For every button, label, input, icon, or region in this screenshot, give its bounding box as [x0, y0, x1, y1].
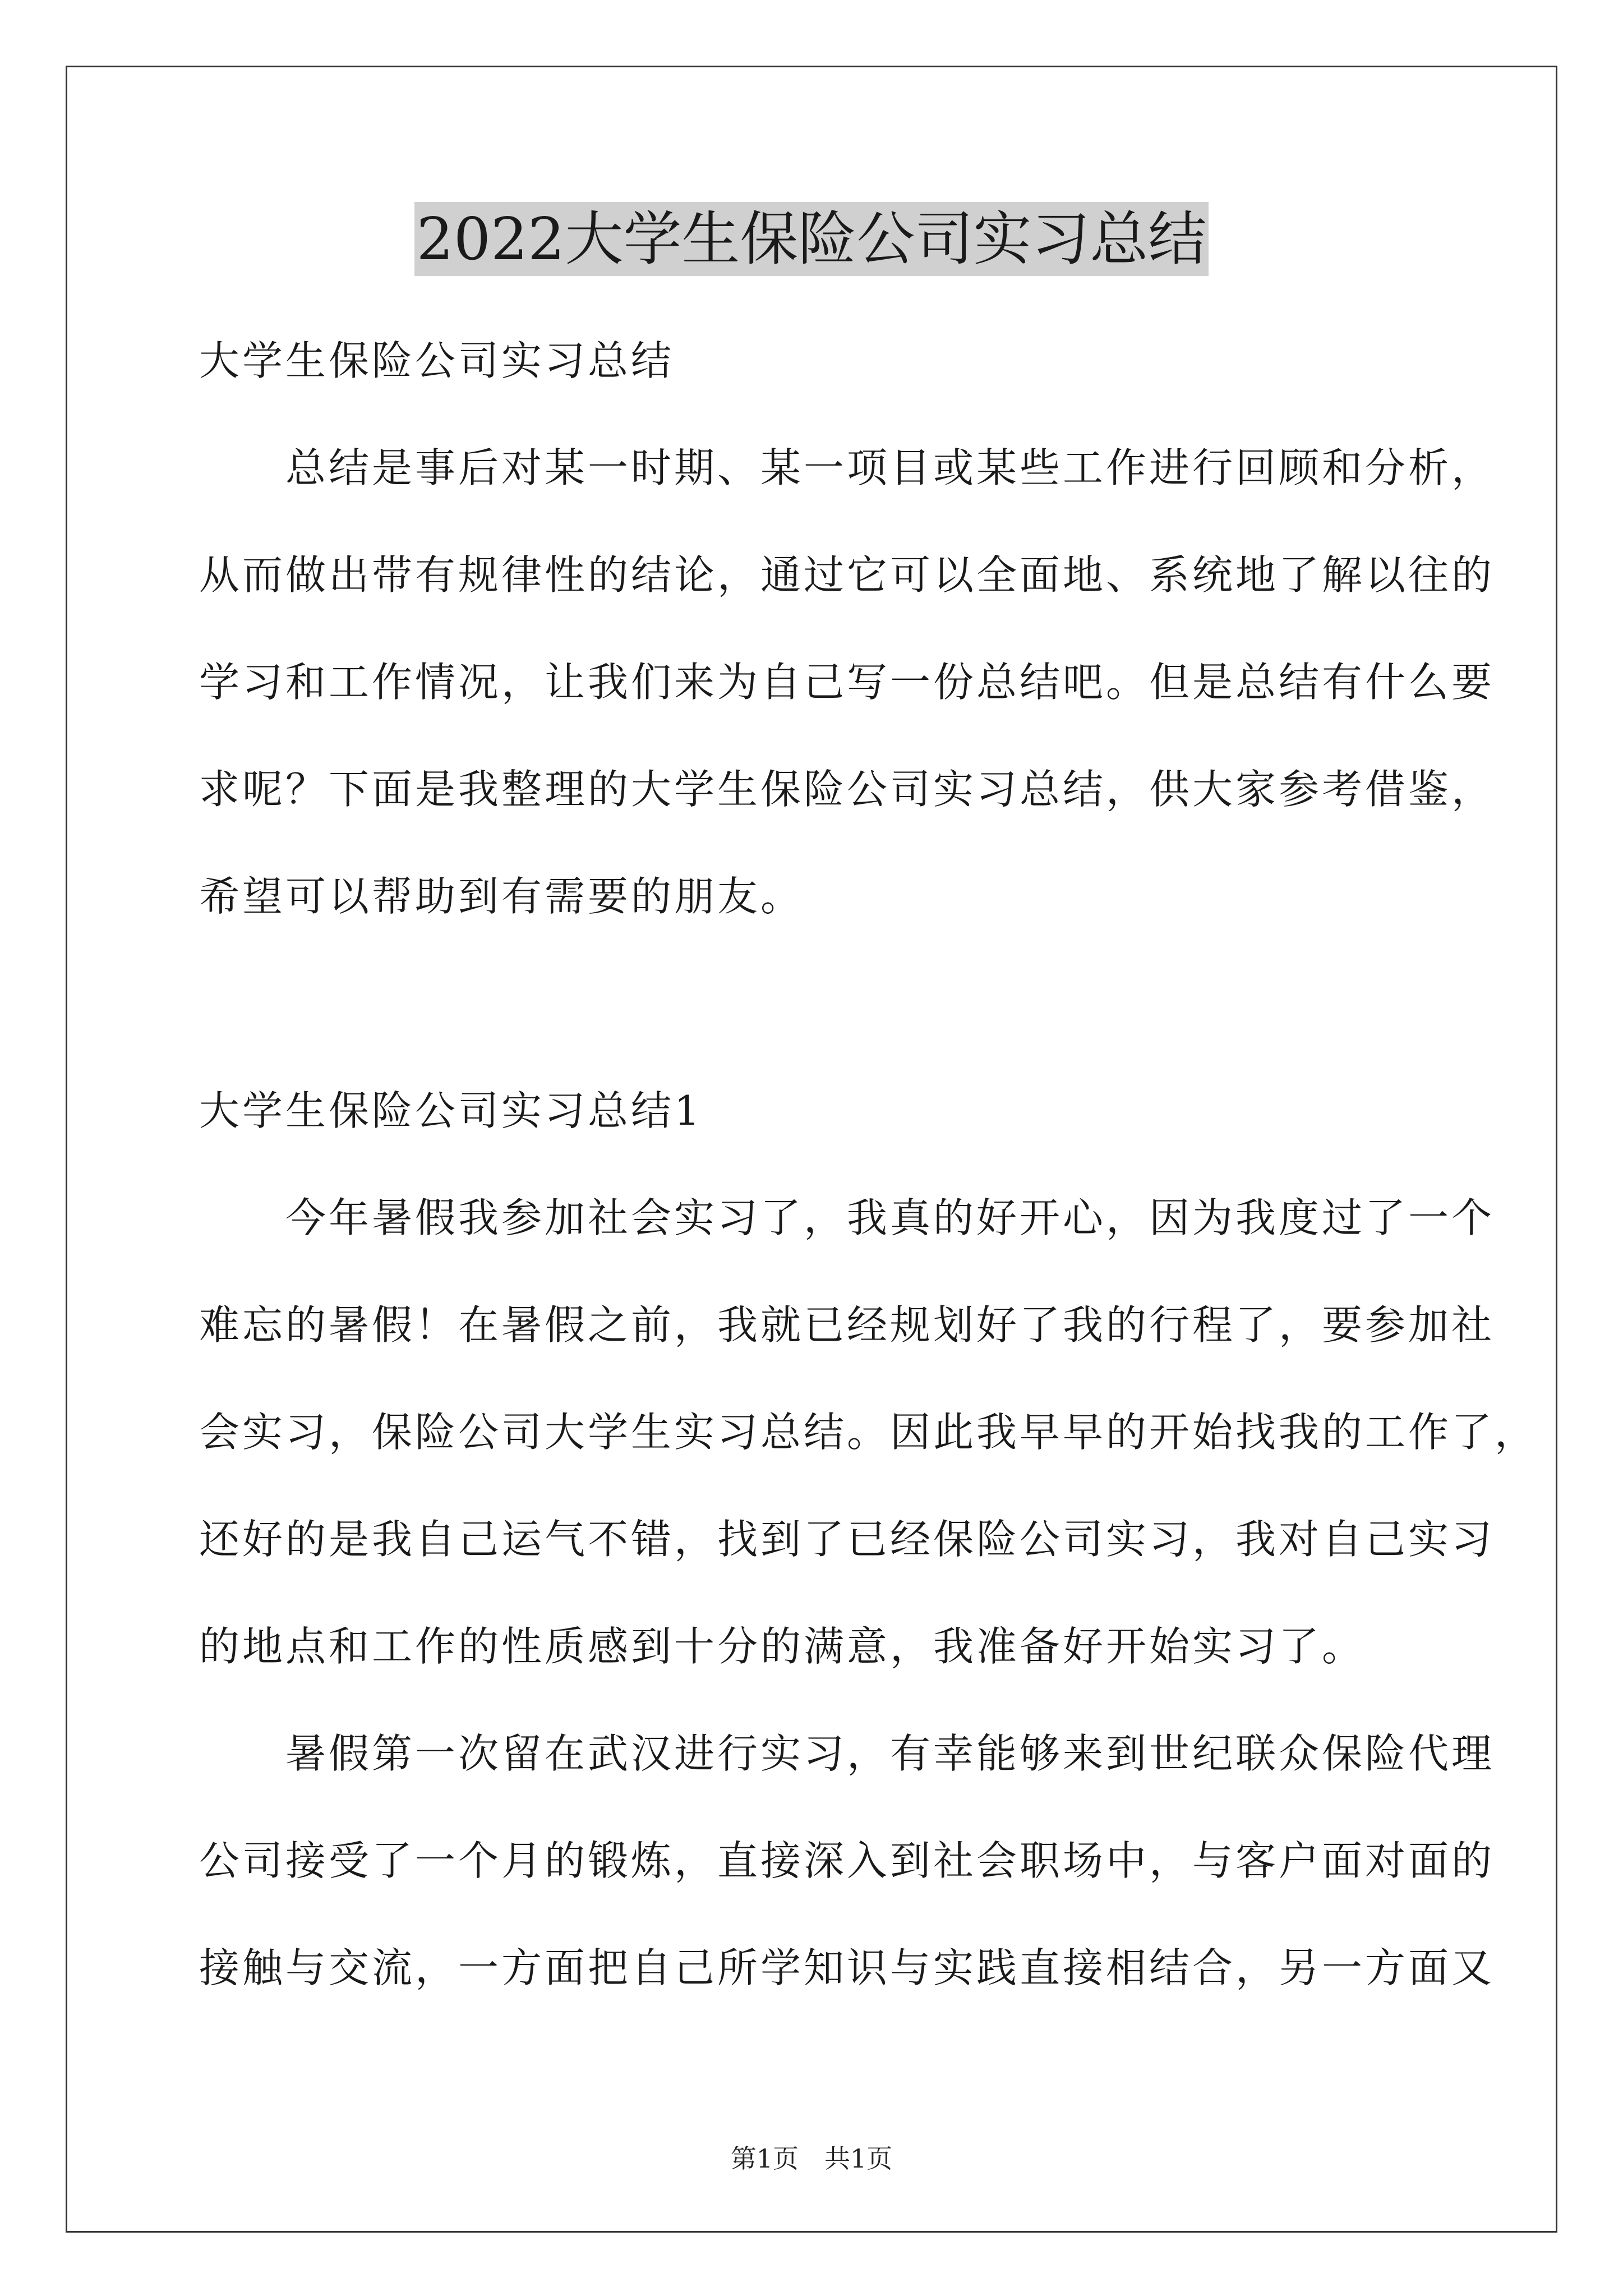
paragraph-line: 的地点和工作的性质感到十分的满意，我准备好开始实习了。 [199, 1623, 1366, 1670]
paragraph-line: 还好的是我自己运气不错，找到了已经保险公司实习，我对自己实习 [199, 1516, 1495, 1563]
section-heading: 大学生保险公司实习总结 [199, 337, 675, 384]
paragraph-line: 公司接受了一个月的锻炼，直接深入到社会职场中，与客户面对面的 [199, 1837, 1495, 1884]
paragraph-line: 会实习，保险公司大学生实习总结。因此我早早的开始找我的工作了， [199, 1409, 1538, 1456]
paragraph-line: 接触与交流，一方面把自己所学知识与实践直接相结合，另一方面又 [199, 1944, 1495, 1991]
paragraph-line: 从而做出带有规律性的结论，通过它可以全面地、系统地了解以往的 [199, 551, 1495, 599]
paragraph-line: 今年暑假我参加社会实习了，我真的好开心，因为我度过了一个 [199, 1194, 1495, 1241]
paragraph-line: 希望可以帮助到有需要的朋友。 [199, 873, 804, 920]
blank-line [199, 950, 1433, 1057]
paragraph-line: 难忘的暑假！在暑假之前，我就已经规划好了我的行程了，要参加社 [199, 1301, 1495, 1349]
page-footer: 第1页 共1页 [730, 2143, 893, 2174]
paragraph-line: 总结是事后对某一时期、某一项目或某些工作进行回顾和分析， [199, 444, 1495, 491]
document-body [199, 307, 1538, 2022]
document-title: 2022大学生保险公司实习总结 [414, 202, 1209, 276]
paragraph-line: 暑假第一次留在武汉进行实习，有幸能够来到世纪联众保险代理 [199, 1730, 1495, 1777]
section-heading: 大学生保险公司实习总结1 [199, 1087, 703, 1134]
title-container [0, 202, 1623, 276]
paragraph-line: 学习和工作情况，让我们来为自己写一份总结吧。但是总结有什么要 [199, 659, 1495, 706]
paragraph-line: 求呢？下面是我整理的大学生保险公司实习总结，供大家参考借鉴， [199, 766, 1495, 813]
